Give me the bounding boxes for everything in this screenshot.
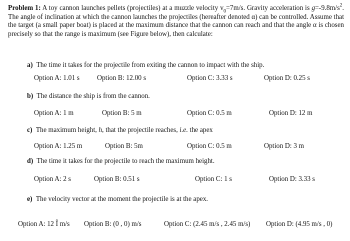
question-b-option-c[interactable]: Option C: 0.5 m: [187, 110, 232, 117]
question-d-option-b[interactable]: Option B: 0.51 s: [94, 176, 140, 183]
question-d-label: d): [27, 158, 34, 165]
problem-heading: Problem 1:: [8, 5, 41, 12]
question-c: [27, 127, 213, 135]
question-e-option-b[interactable]: Option B: (0 , 0) m/s: [84, 221, 142, 228]
v0-subscript: 0: [223, 9, 227, 15]
question-c-ie: i.e.: [179, 127, 188, 134]
question-e-label: e): [27, 196, 33, 203]
question-c-h: h: [98, 127, 103, 134]
question-c-text-mid: , that the projectile reaches,: [102, 127, 180, 134]
question-d-option-c[interactable]: Option C: 1 s: [195, 176, 232, 183]
problem-text-1: A toy cannon launches pellets (projectiles) at a muzzle velocity v: [40, 5, 224, 12]
question-c-option-d[interactable]: Option D: 3 m: [264, 143, 305, 150]
question-e-option-c[interactable]: Option C: (2.45 m/s , 2.45 m/s): [164, 221, 251, 228]
question-c-option-a[interactable]: Option A: 1.25 m: [34, 143, 83, 150]
question-c-text-pre: The maximum height,: [35, 127, 99, 134]
question-c-option-c[interactable]: Option C: 0.5 m: [187, 143, 232, 150]
question-b: [27, 93, 150, 101]
question-e-option-a[interactable]: Option A: 12 Î m/s: [18, 221, 70, 228]
question-c-text-post: the apex: [187, 127, 213, 134]
question-b-option-b[interactable]: Option B: 5 m: [102, 110, 142, 117]
question-e-text: The velocity vector at the moment the projectile is at the apex.: [35, 196, 209, 203]
problem-text-2: =7m/s. Gravity acceleration is: [226, 5, 312, 12]
question-b-option-d[interactable]: Option D: 12 m: [269, 110, 313, 117]
question-b-option-a[interactable]: Option A: 1 m: [34, 110, 74, 117]
problem-text-3: =-9.8m/s: [315, 5, 340, 12]
question-a-option-b[interactable]: Option B: 12.00 s: [97, 75, 147, 82]
question-a-option-c[interactable]: Option C: 3.33 s: [187, 75, 233, 82]
question-b-label: b): [27, 93, 34, 100]
question-a: [27, 62, 264, 70]
question-d-option-a[interactable]: Option A: 2 s: [34, 176, 71, 183]
g-superscript: 2: [339, 3, 343, 9]
question-c-label: c): [27, 127, 33, 134]
question-c-option-b[interactable]: Option B: 5m: [105, 143, 143, 150]
question-e: [27, 196, 208, 204]
question-d-option-d[interactable]: Option D: 3.33 s: [269, 176, 315, 183]
g-symbol: g: [311, 5, 316, 12]
question-d-text: The time it takes for the projectile to reach the maximum height.: [36, 158, 215, 165]
question-d: [27, 158, 215, 166]
question-a-label: a): [27, 62, 33, 69]
problem-text-4: . The angle of inclination at which the cannon launches the projectiles (hereafter denoted α) can be controlled. Assume that the target (a small paper boat) is placed at the maximum distance that the cannon can reach and that the angle α is chosen precisely so that the range is maximum (see Figure below), then calculate:: [8, 5, 344, 38]
question-a-option-d[interactable]: Option D: 0.25 s: [264, 75, 310, 82]
problem-statement: [8, 5, 344, 39]
question-e-option-d[interactable]: Option D: (4.95 m/s , 0): [266, 221, 333, 228]
question-b-text: The distance the ship is from the cannon.: [36, 93, 150, 100]
question-a-text: The time it takes for the projectile from exiting the cannon to impact with the ship.: [36, 62, 265, 69]
question-a-option-a[interactable]: Option A: 1.01 s: [34, 75, 80, 82]
